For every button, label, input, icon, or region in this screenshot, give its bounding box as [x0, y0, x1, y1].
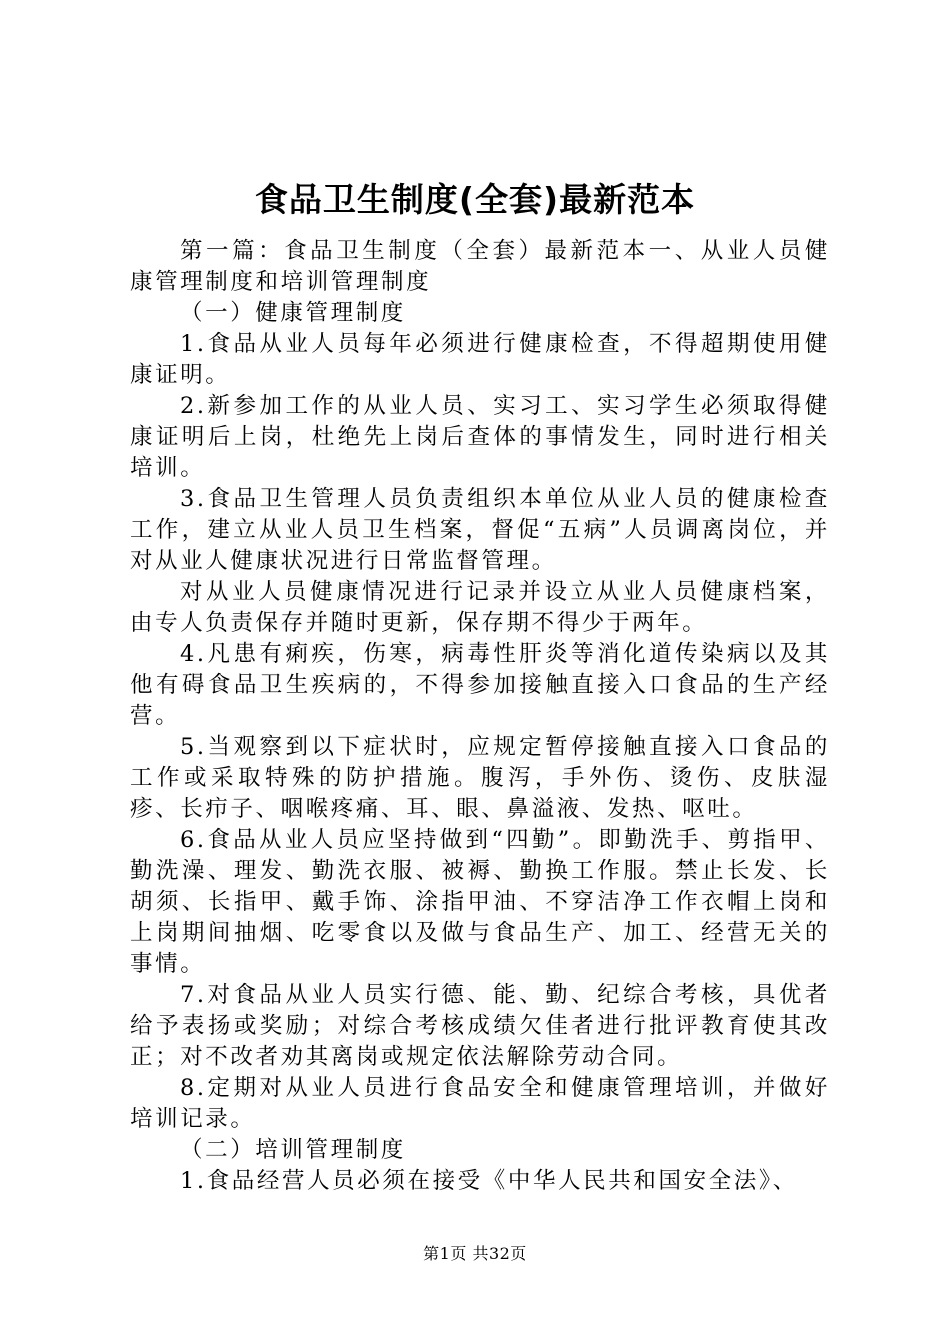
paragraph-item-5: 5.当观察到以下症状时，应规定暂停接触直接入口食品的工作或采取特殊的防护措施。腹泻，手外伤、烫伤、皮肤湿疹、长疖子、咽喉疼痛、耳、眼、鼻溢液、发热、呕吐。 — [130, 734, 830, 822]
section-heading-health: （一）健康管理制度 — [180, 300, 406, 326]
paragraph-item-4: 4.凡患有痢疾，伤寒，病毒性肝炎等消化道传染病以及其他有碍食品卫生疾病的，不得参加接触直接入口食品的生产经营。 — [130, 641, 830, 729]
paragraph-item-6: 6.食品从业人员应坚持做到“四勤”。即勤洗手、剪指甲、勤洗澡、理发、勤洗衣服、被褥、勤换工作服。禁止长发、长胡须、长指甲、戴手饰、涂指甲油、不穿洁净工作衣帽上岗和上岗期间抽烟、吃零食以及做与食品生产、加工、经营无关的事情。 — [130, 827, 830, 977]
document-body — [130, 236, 830, 1197]
paragraph-records: 对从业人员健康情况进行记录并设立从业人员健康档案，由专人负责保存并随时更新，保存期不得少于两年。 — [130, 579, 830, 636]
paragraph-item-7: 7.对食品从业人员实行德、能、勤、纪综合考核，具优者给予表扬或奖励；对综合考核成绩欠佳者进行批评教育使其改正；对不改者劝其离岗或规定依法解除劳动合同。 — [130, 982, 830, 1070]
paragraph-item-1: 1.食品从业人员每年必须进行健康检查，不得超期使用健康证明。 — [130, 331, 830, 388]
paragraph-item-2: 2.新参加工作的从业人员、实习工、实习学生必须取得健康证明后上岗，杜绝先上岗后查体的事情发生，同时进行相关培训。 — [130, 393, 830, 481]
paragraph-training-item-1: 1.食品经营人员必须在接受《中华人民共和国安全法》、 — [180, 1168, 798, 1194]
paragraph-item-8: 8.定期对从业人员进行食品安全和健康管理培训，并做好培训记录。 — [130, 1075, 830, 1132]
document-title: 食品卫生制度(全套)最新范本 — [254, 180, 696, 219]
paragraph-item-3: 3.食品卫生管理人员负责组织本单位从业人员的健康检查工作，建立从业人员卫生档案，督促“五病”人员调离岗位，并对从业人健康状况进行日常监督管理。 — [130, 486, 830, 574]
section-heading-training: （二）培训管理制度 — [180, 1137, 406, 1163]
paragraph-intro: 第一篇：食品卫生制度（全套）最新范本一、从业人员健康管理制度和培训管理制度 — [130, 238, 830, 295]
page-footer: 第1页 共32页 — [423, 1244, 527, 1263]
